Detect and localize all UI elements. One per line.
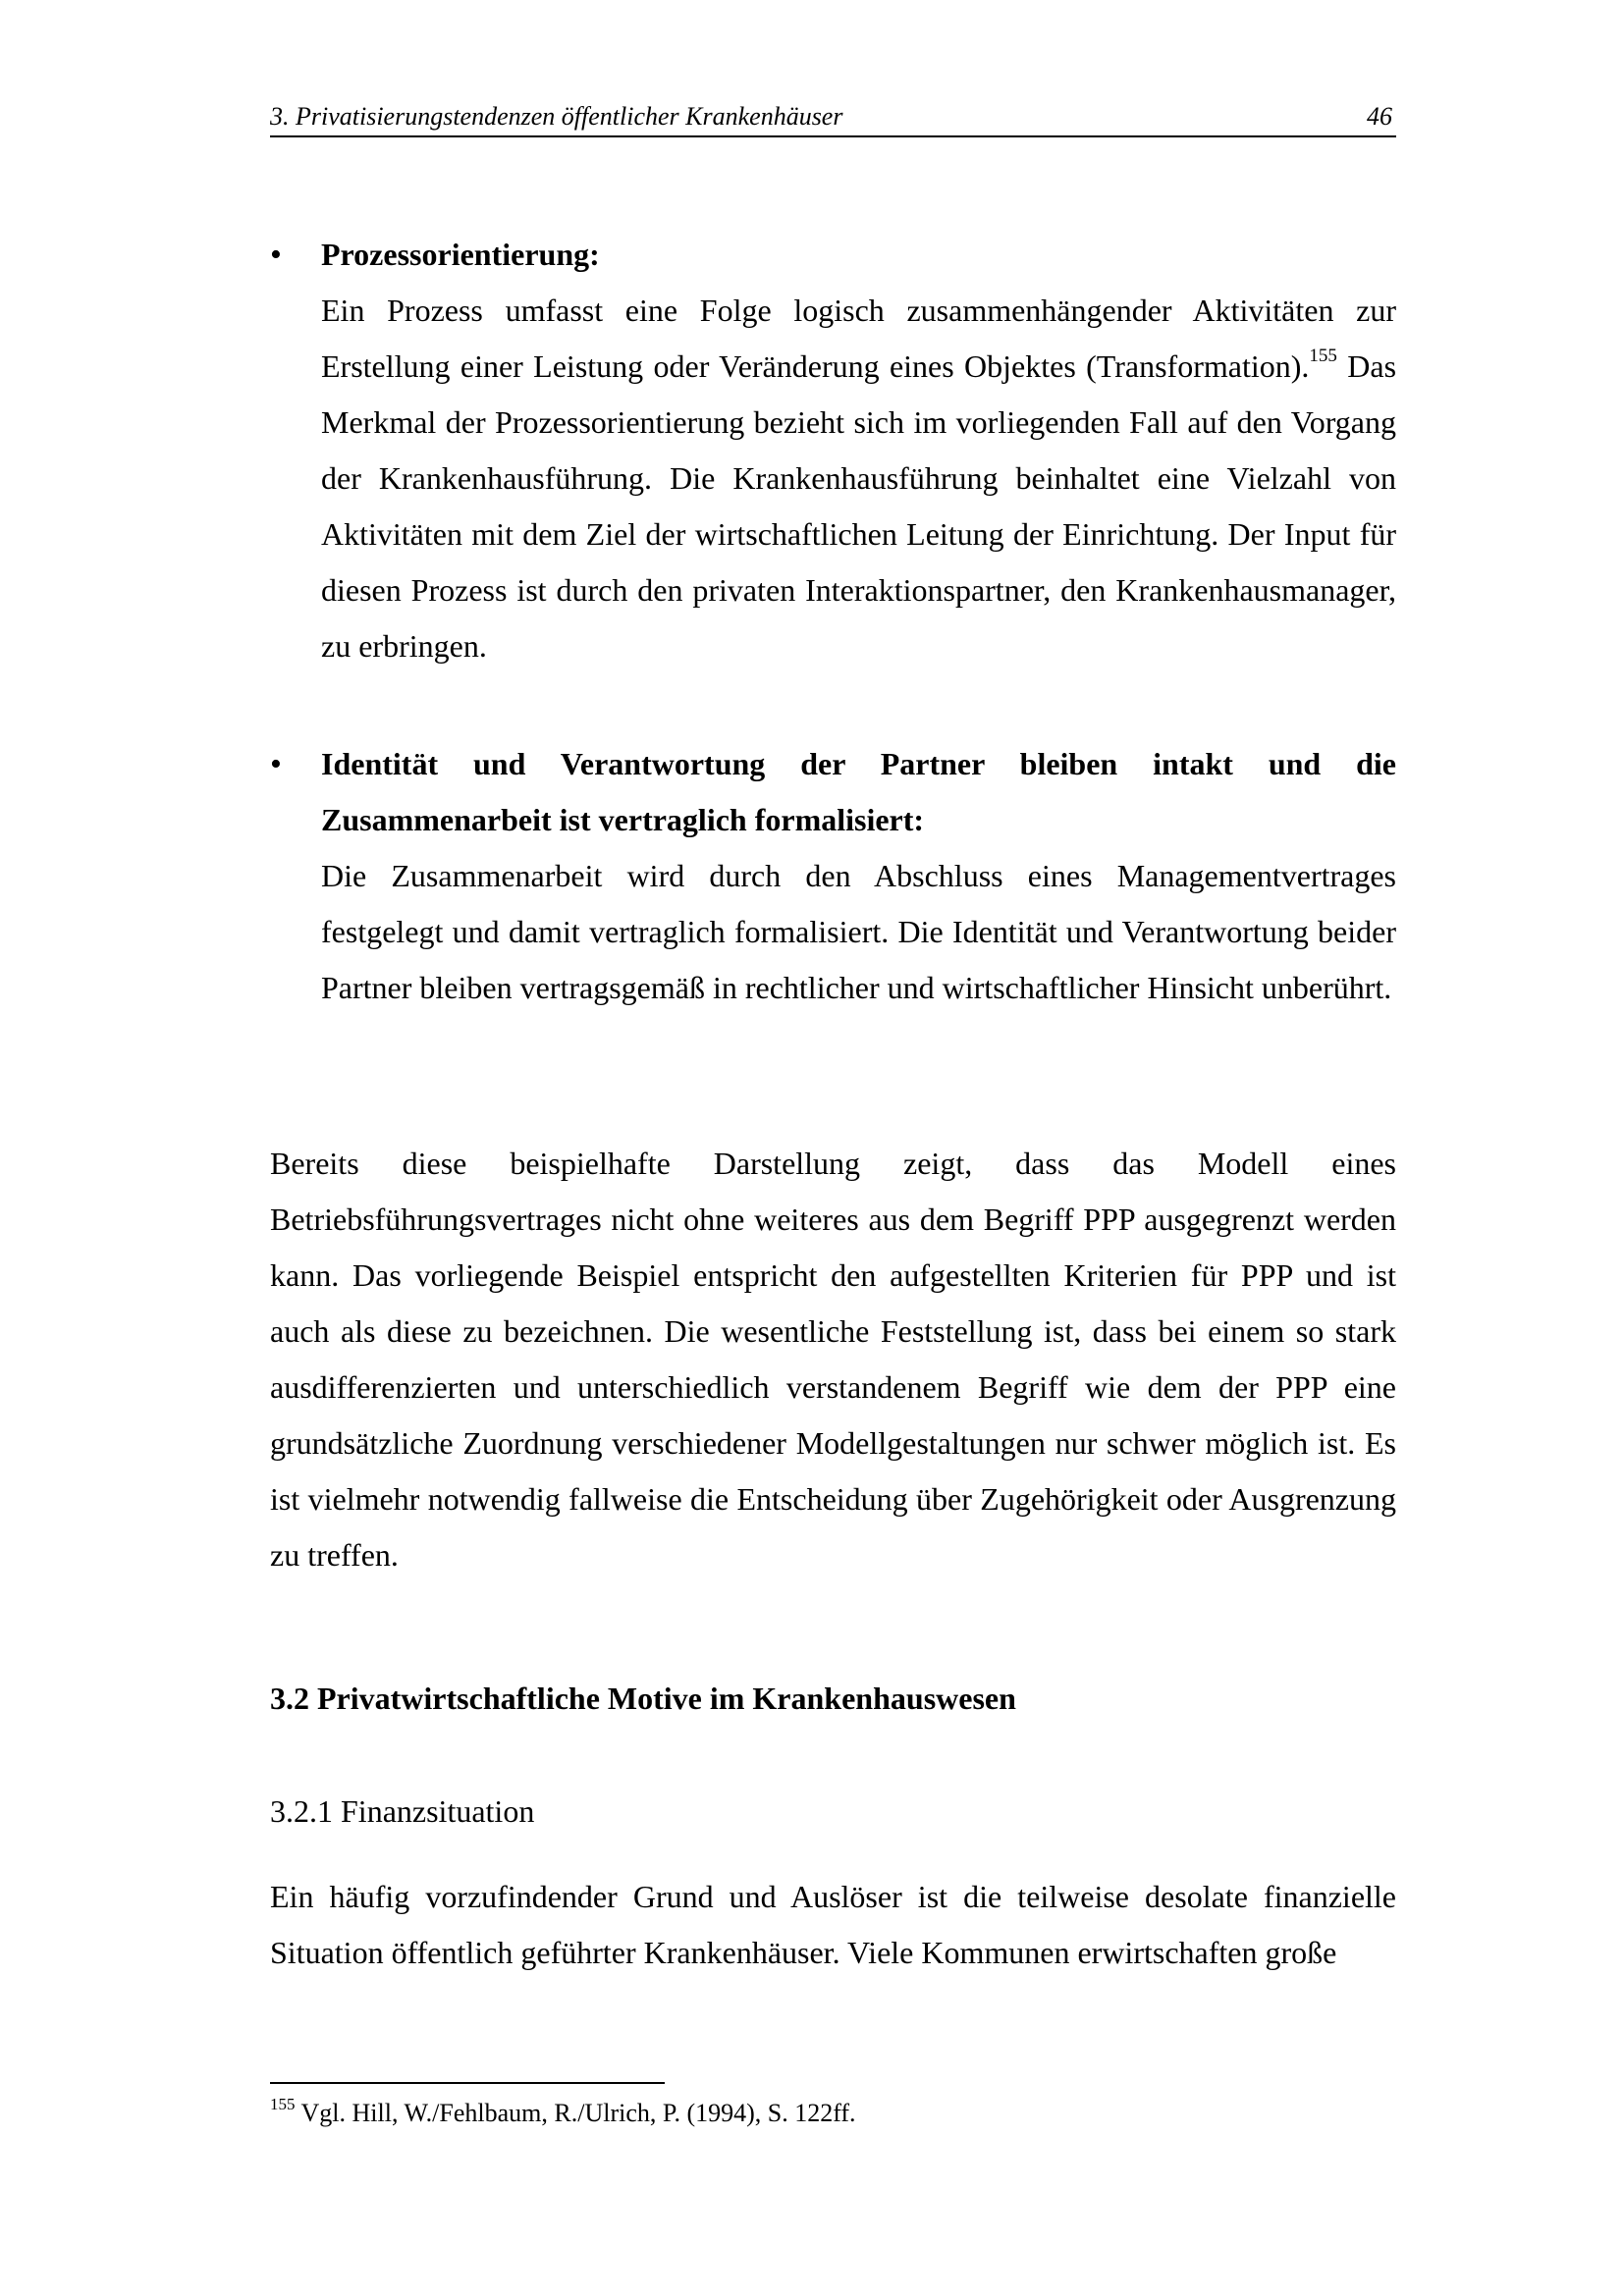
bullet-content — [321, 227, 1396, 674]
summary-paragraph: Bereits diese beispielhafte Darstellung zeigt, dass das Modell eines Betriebsführungsvertrages nicht ohne weiteres aus dem Begriff PPP ausgegrenzt werden kann. Das vorliegende Beispiel entspricht den aufgestellten Kriterien für PPP und ist auch als diese zu bezeichnen. Die wesentliche Feststellung ist, dass bei einem so stark ausdifferenzierten und unterschiedlich verstandenem Begriff wie dem der PPP eine grundsätzliche Zuordnung verschiedener Modellgestaltungen nur schwer möglich ist. Es ist vielmehr notwendig fallweise die Entscheidung über Zugehörigkeit oder Ausgrenzung zu treffen. — [270, 1146, 1396, 1573]
footnote-number: 155 — [270, 2095, 296, 2114]
page-number: 46 — [1367, 102, 1392, 131]
footnote-text: Vgl. Hill, W./Fehlbaum, R./Ulrich, P. (1994), S. 122ff. — [300, 2099, 856, 2127]
footnote-separator — [270, 2082, 665, 2084]
footnote — [270, 2094, 856, 2133]
bullet-text: Die Zusammenarbeit wird durch den Abschluss eines Managementvertrages festgelegt und damit vertraglich formalisiert. Die Identität und Verantwortung beider Partner bleiben vertragsgemäß in rechtlicher und wirtschaftlicher Hinsicht unberührt. — [321, 858, 1396, 1005]
bullet-text-part: Ein Prozess umfasst eine Folge logisch zusammenhängender Aktivitäten zur Erstellung einer Leistung oder Veränderung eines Objektes (Transformation). — [321, 293, 1396, 384]
running-title: 3. Privatisierungstendenzen öffentlicher Krankenhäuser — [270, 102, 843, 131]
page-header — [270, 98, 1396, 137]
bullet-text — [321, 283, 1396, 674]
bullet-heading: Identität und Verantwortung der Partner bleiben intakt und die Zusammenarbeit ist vertraglich formalisiert: — [321, 746, 1396, 837]
bullet-identity-responsibility — [270, 736, 1396, 1016]
bullet-content — [321, 736, 1396, 1016]
footnote-reference: 155 — [1309, 346, 1337, 367]
bullet-marker: • — [270, 237, 282, 273]
bullet-text-part: Das Merkmal der Prozessorientierung bezieht sich im vorliegenden Fall auf den Vorgang der Krankenhausführung. Die Krankenhausführung beinhaltet eine Vielzahl von Aktivitäten mit dem Ziel der wirtschaftlichen Leitung der Einrichtung. Der Input für diesen Prozess ist durch den privaten Interaktionspartner, den Krankenhausmanager, zu erbringen. — [321, 348, 1397, 664]
bullet-process-orientation — [270, 227, 1396, 674]
subsection-heading: 3.2.1 Finanzsituation — [270, 1793, 535, 1829]
section-heading: 3.2 Privatwirtschaftliche Motive im Krankenhauswesen — [270, 1681, 1016, 1716]
finance-paragraph: Ein häufig vorzufindender Grund und Auslöser ist die teilweise desolate finanzielle Situation öffentlich geführter Krankenhäuser. Viele Kommunen erwirtschaften große — [270, 1879, 1396, 1970]
bullet-marker: • — [270, 746, 282, 782]
bullet-heading: Prozessorientierung: — [321, 237, 600, 272]
